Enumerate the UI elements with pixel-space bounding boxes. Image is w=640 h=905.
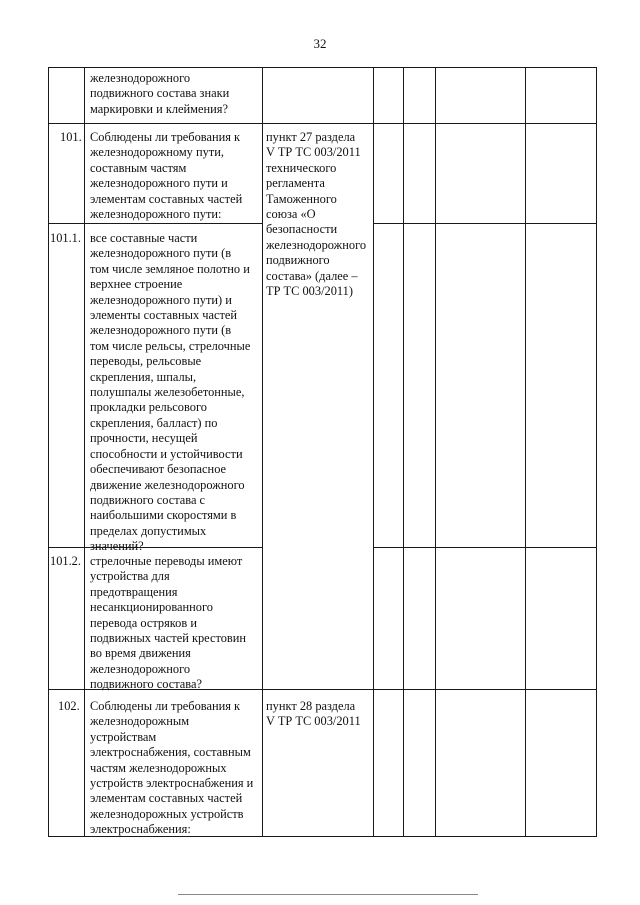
row-divider	[48, 123, 597, 124]
column-divider	[403, 67, 404, 837]
question-text: железнодорожного подвижного состава знаки маркировки и клеймения?	[90, 71, 230, 116]
row-divider	[373, 547, 597, 548]
column-divider	[525, 67, 526, 837]
question-text: стрелочные переводы имеют устройства для предотвращения несанкционированного перевода остряков и подвижных частей крестовин во время движения железнодорожного подвижного состава?	[90, 554, 247, 692]
row-divider	[48, 223, 263, 224]
item-number: 102.	[58, 699, 80, 713]
table-border-right	[596, 67, 597, 837]
column-divider	[262, 67, 263, 837]
legal-reference: пункт 27 раздела V ТР ТС 003/2011 технического регламента Таможенного союза «О безопасности железнодорожного подвижного состава» (далее – ТР ТС 003/2011)	[266, 130, 367, 299]
scan-edge-line	[178, 894, 478, 895]
table-border-top	[48, 67, 597, 68]
legal-reference: пункт 28 раздела V ТР ТС 003/2011	[266, 699, 361, 729]
question-text: Соблюдены ли требования к железнодорожным устройствам электроснабжения, составным частям железнодорожных устройств электроснабжения и элементам составных частей железнодорожных устройств электроснабжения:	[90, 699, 254, 837]
row-divider	[373, 223, 597, 224]
column-divider	[84, 67, 85, 837]
question-text: все составные части железнодорожного пути (в том числе земляное полотно и верхнее строение железнодорожного пути) и элементы составных частей железнодорожного пути (в том числе рельсы, стрелочные переводы, рельсовые скрепления, шпалы, полушпалы железобетонные, прокладки рельсового скрепления, балласт) по прочности, несущей способности и устойчивости обеспечивают безопасное движение железнодорожного подвижного состава с наибольшими скоростями в пределах допустимых значений?	[90, 231, 251, 554]
question-text: Соблюдены ли требования к железнодорожному пути, составным частям железнодорожного пути и элементам составных частей железнодорожного пути:	[90, 130, 243, 222]
column-divider	[373, 67, 374, 837]
item-number: 101.	[60, 130, 82, 144]
column-divider	[435, 67, 436, 837]
item-number: 101.2.	[50, 554, 81, 568]
table-border-left	[48, 67, 49, 837]
item-number: 101.1.	[50, 231, 81, 245]
page-number: 32	[313, 36, 327, 51]
